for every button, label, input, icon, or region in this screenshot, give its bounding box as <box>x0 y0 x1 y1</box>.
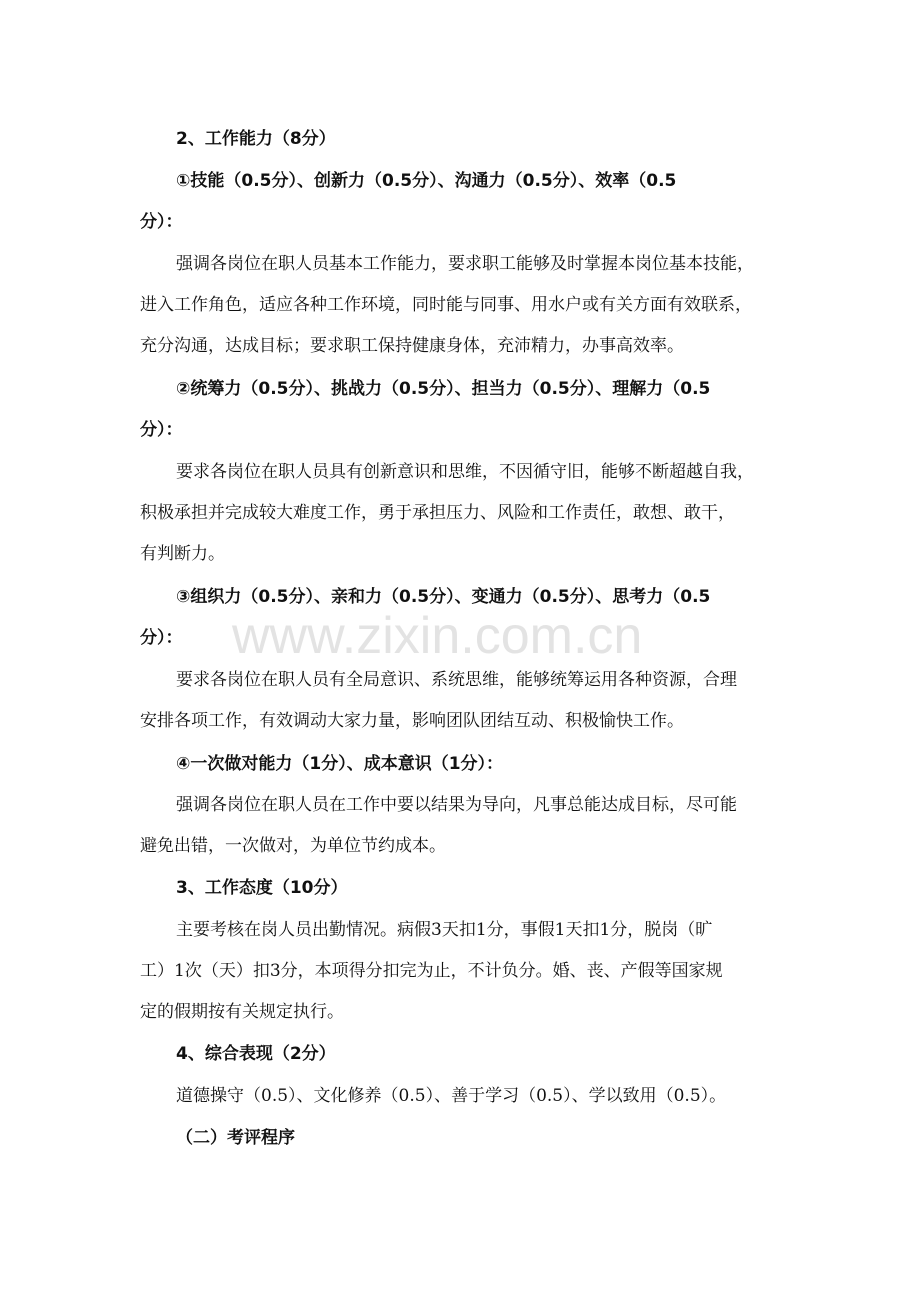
paragraph-4-line-1: 强调各岗位在职人员在工作中要以结果为导向，凡事总能达成目标，尽可能 <box>176 795 737 815</box>
paragraph-6-line-1: 道德操守（0.5）、文化修养（0.5）、善于学习（0.5）、学以致用（0.5）。 <box>176 1086 727 1106</box>
paragraph-5-line-3: 定的假期按有关规定执行。 <box>140 1002 344 1022</box>
paragraph-3-line-2: 安排各项工作，有效调动大家力量，影响团队团结互动、积极愉快工作。 <box>140 711 684 731</box>
item-heading-4: ④一次做对能力（1分）、成本意识（1分）： <box>176 754 504 774</box>
item-heading-3: ③组织力（0.5分）、亲和力（0.5分）、变通力（0.5分）、思考力（0.5 <box>176 587 711 607</box>
item-heading-2-cont: 分）： <box>140 420 183 440</box>
item-heading-2: ②统筹力（0.5分）、挑战力（0.5分）、担当力（0.5分）、理解力（0.5 <box>176 379 711 399</box>
paragraph-1-line-1: 强调各岗位在职人员基本工作能力，要求职工能够及时掌握本岗位基本技能， <box>176 254 754 274</box>
paragraph-4-line-2: 避免出错，一次做对，为单位节约成本。 <box>140 836 446 856</box>
watermark-text: www.zixin.com.cn <box>232 607 643 665</box>
item-heading-1: ①技能（0.5分）、创新力（0.5分）、沟通力（0.5分）、效率（0.5 <box>176 171 677 191</box>
section-heading-overall-performance: 4、综合表现（2分） <box>176 1044 336 1064</box>
section-heading-evaluation-procedure: （二）考评程序 <box>176 1128 295 1148</box>
paragraph-2-line-1: 要求各岗位在职人员具有创新意识和思维，不因循守旧，能够不断超越自我， <box>176 462 754 482</box>
paragraph-3-line-1: 要求各岗位在职人员有全局意识、系统思维，能够统筹运用各种资源，合理 <box>176 670 737 690</box>
paragraph-1-line-2: 进入工作角色，适应各种工作环境，同时能与同事、用水户或有关方面有效联系， <box>140 295 752 315</box>
paragraph-5-line-2: 工）1次（天）扣3分，本项得分扣完为止，不计负分。婚、丧、产假等国家规 <box>140 961 723 981</box>
item-heading-3-cont: 分）： <box>140 628 183 648</box>
section-heading-work-ability: 2、工作能力（8分） <box>176 129 336 149</box>
paragraph-5-line-1: 主要考核在岗人员出勤情况。病假3天扣1分，事假1天扣1分，脱岗（旷 <box>176 920 713 940</box>
paragraph-2-line-2: 积极承担并完成较大难度工作，勇于承担压力、风险和工作责任，敢想、敢干， <box>140 503 735 523</box>
section-heading-work-attitude: 3、工作态度（10分） <box>176 878 348 898</box>
paragraph-2-line-3: 有判断力。 <box>140 544 225 564</box>
paragraph-1-line-3: 充分沟通，达成目标；要求职工保持健康身体，充沛精力，办事高效率。 <box>140 336 684 356</box>
item-heading-1-cont: 分）： <box>140 212 183 232</box>
